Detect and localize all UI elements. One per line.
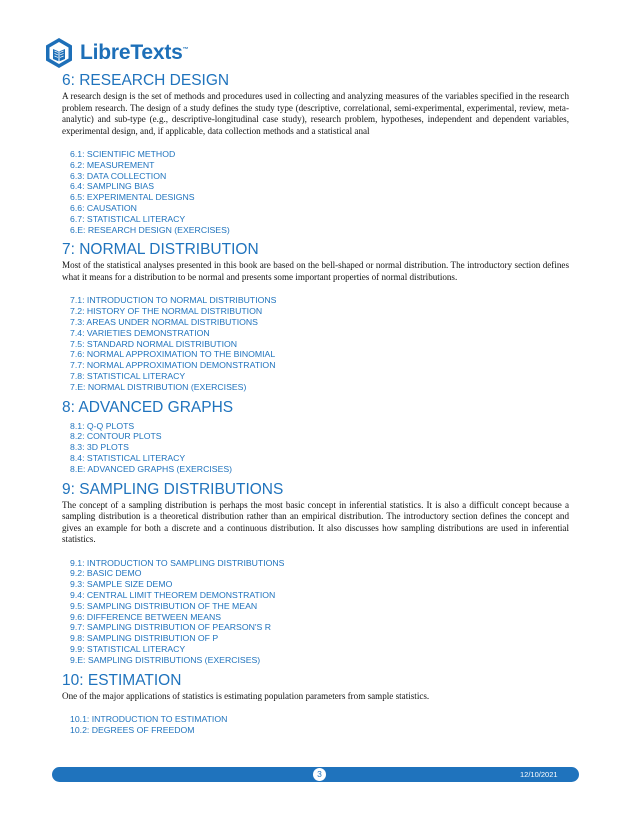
section-title[interactable]: 8: ADVANCED GRAPHS [62,398,234,416]
section-description: The concept of a sampling distribution is perhaps the most basic concept in inferential statistics. It is also a difficult concept because a sampling distribution is a theoretical distribution rather than an empirical distribution. The introductory section defines the concept and gives an example for both a discrete and a continuous distribution. It also discusses how sampling distributions are used in inferential statistics. [62,499,569,545]
toc-link[interactable]: 9.E: SAMPLING DISTRIBUTIONS (EXERCISES) [70,654,261,665]
section-description: One of the major applications of statistics is estimating population parameters from sample statistics. [62,690,430,701]
section-title[interactable]: 9: SAMPLING DISTRIBUTIONS [62,480,284,498]
toc-link[interactable]: 7.5: STANDARD NORMAL DISTRIBUTION [70,338,238,349]
section-7 [62,241,569,392]
toc-link[interactable]: 6.2: MEASUREMENT [70,159,155,170]
toc-link[interactable]: 7.8: STATISTICAL LITERACY [70,370,186,381]
toc-link[interactable]: 7.3: AREAS UNDER NORMAL DISTRIBUTIONS [70,316,258,327]
toc-link[interactable]: 6.7: STATISTICAL LITERACY [70,213,186,224]
toc-link[interactable]: 6.1: SCIENTIFIC METHOD [70,149,176,159]
toc-link[interactable]: 6.5: EXPERIMENTAL DESIGNS [70,192,195,203]
section-toc [62,714,569,736]
toc-link[interactable]: 7.7: NORMAL APPROXIMATION DEMONSTRATION [70,360,276,371]
section-10 [62,672,569,736]
section-9 [62,481,569,666]
section-title[interactable]: 7: NORMAL DISTRIBUTION [62,241,259,259]
section-toc [62,149,569,235]
toc-link[interactable]: 9.3: SAMPLE SIZE DEMO [70,579,173,590]
toc-link[interactable]: 9.7: SAMPLING DISTRIBUTION OF PEARSON'S R [70,622,272,633]
toc-link[interactable]: 6.E: RESEARCH DESIGN (EXERCISES) [70,224,230,235]
toc-link[interactable]: 10.2: DEGREES OF FREEDOM [70,724,195,735]
page-number: 3 [313,768,326,781]
toc-link[interactable]: 9.5: SAMPLING DISTRIBUTION OF THE MEAN [70,600,258,611]
section-title[interactable]: 6: RESEARCH DESIGN [62,72,230,89]
page-content [62,72,569,736]
section-6 [62,72,569,235]
toc-link[interactable]: 9.2: BASIC DEMO [70,568,142,579]
section-title[interactable]: 10: ESTIMATION [62,671,182,689]
toc-link[interactable]: 7.E: NORMAL DISTRIBUTION (EXERCISES) [70,381,247,392]
section-8 [62,399,569,475]
toc-link[interactable]: 8.2: CONTOUR PLOTS [70,431,162,442]
toc-link[interactable]: 8.1: Q-Q PLOTS [70,420,135,431]
toc-link[interactable]: 8.4: STATISTICAL LITERACY [70,452,186,463]
toc-link[interactable]: 8.3: 3D PLOTS [70,442,129,453]
toc-link[interactable]: 6.6: CAUSATION [70,202,137,213]
section-description: Most of the statistical analyses presented in this book are based on the bell-shaped or normal distribution. The introductory section defines what it means for a distribution to be normal and presents some important properties of normal distributions. [62,260,569,282]
toc-link[interactable]: 10.1: INTRODUCTION TO ESTIMATION [70,714,228,724]
toc-link[interactable]: 9.8: SAMPLING DISTRIBUTION OF P [70,633,219,644]
section-toc [62,295,569,392]
toc-link[interactable]: 9.1: INTRODUCTION TO SAMPLING DISTRIBUTIONS [70,557,285,568]
footer-date: 12/10/2021 [520,770,558,779]
toc-link[interactable]: 8.E: ADVANCED GRAPHS (EXERCISES) [70,463,233,474]
libretexts-logo[interactable] [44,36,188,70]
toc-link[interactable]: 6.4: SAMPLING BIAS [70,181,155,192]
toc-link[interactable]: 7.2: HISTORY OF THE NORMAL DISTRIBUTION [70,306,263,317]
toc-link[interactable]: 9.9: STATISTICAL LITERACY [70,643,186,654]
libretexts-logo-icon [44,37,74,69]
logo-text: LibreTexts™ [80,41,189,64]
toc-link[interactable]: 7.6: NORMAL APPROXIMATION TO THE BINOMIAL [70,349,276,360]
toc-link[interactable]: 6.3: DATA COLLECTION [70,170,167,181]
section-description: A research design is the set of methods and procedures used in collecting and analyzing measures of the variables specified in the research problem research. The design of a study defines the study type (descriptive, correlational, semi-experimental, experimental, review, meta-analytic) and sub-type (e.g., descriptive-longitudinal case study), research problem, hypotheses, independent and dependent variables, experimental design, and, if applicable, data collection methods and a statistical anal [62,91,569,136]
section-toc [62,558,569,666]
toc-link[interactable]: 7.4: VARIETIES DEMONSTRATION [70,327,210,338]
toc-link[interactable]: 9.6: DIFFERENCE BETWEEN MEANS [70,611,222,622]
toc-link[interactable]: 7.1: INTRODUCTION TO NORMAL DISTRIBUTIONS [70,295,277,306]
toc-link[interactable]: 9.4: CENTRAL LIMIT THEOREM DEMONSTRATION [70,589,276,600]
section-toc [62,421,569,475]
